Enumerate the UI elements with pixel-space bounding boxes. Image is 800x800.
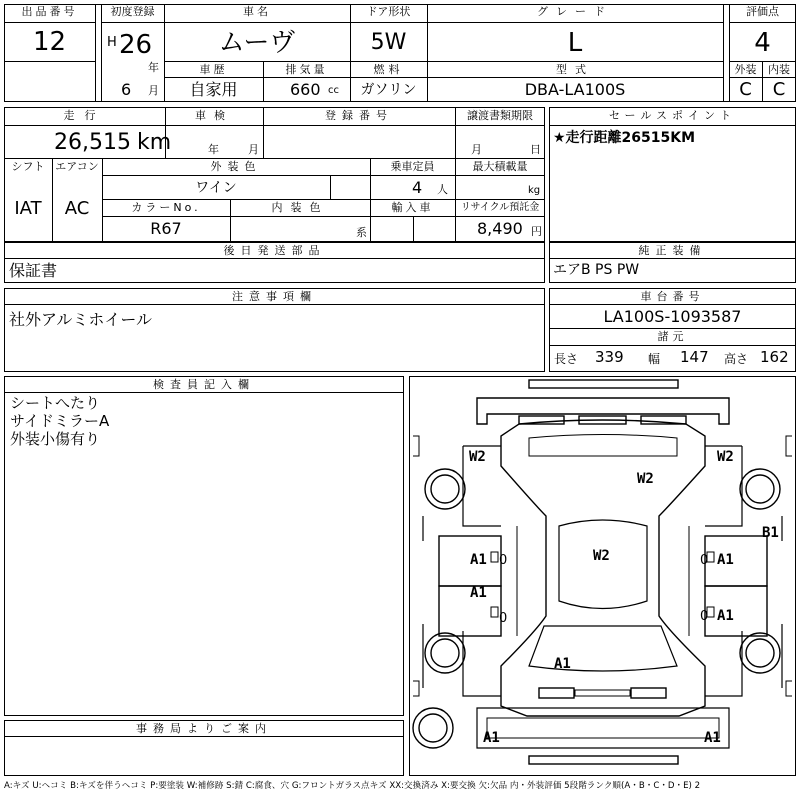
- exterior-label: 外装: [734, 63, 757, 76]
- genuine-value: エアB PS PW: [553, 262, 640, 278]
- recycle-value: 8,490: [477, 219, 523, 238]
- lot-label: 出品番号: [21, 5, 78, 18]
- shift-label: シフト: [11, 160, 45, 173]
- mark-front-door-right: A1: [717, 552, 734, 568]
- transfer-month: 月: [471, 143, 482, 156]
- mark-right-side: B1: [762, 525, 779, 541]
- score-label: 評価点: [746, 5, 779, 18]
- mileage-label: 走行: [63, 109, 106, 122]
- era-letter: H: [107, 35, 117, 50]
- interior-value: C: [772, 79, 786, 100]
- mark-front-door-right-zero: 0: [700, 553, 709, 568]
- fuel-label: 燃料: [373, 63, 404, 76]
- maxload-label: 最大積載量: [472, 160, 528, 173]
- notes-label: 注意事項欄: [232, 290, 317, 303]
- transfer-label: 譲渡書類期限: [467, 109, 533, 122]
- first-reg-label: 初度登録: [110, 5, 155, 18]
- score-value: 4: [754, 28, 771, 58]
- width-label: 幅: [648, 352, 661, 366]
- car-diagram: [409, 376, 796, 776]
- type-label: 型式: [556, 63, 594, 76]
- grade-value: L: [567, 28, 583, 58]
- month-value: 6: [121, 80, 132, 99]
- shift-value: IAT: [14, 198, 42, 219]
- mark-roof: W2: [593, 548, 610, 564]
- intcolor-unit: 系: [356, 226, 367, 239]
- history-value: 自家用: [189, 80, 238, 99]
- mileage-unit: km: [137, 130, 172, 155]
- maxload-unit: kg: [528, 185, 541, 196]
- inspection-label: 車検: [195, 109, 233, 122]
- year-unit: 年: [148, 61, 159, 74]
- recycle-label: リサイクル預託金: [460, 202, 540, 213]
- inspection-year-unit: 年: [208, 143, 219, 156]
- lot-value: 12: [32, 27, 67, 57]
- inspector-label: 検査員記入欄: [153, 378, 255, 391]
- dims-label: 諸元: [657, 330, 688, 343]
- color-label: 外装色: [210, 160, 262, 173]
- mark-rear-door-right: A1: [717, 608, 734, 624]
- ac-value: AC: [64, 198, 90, 219]
- mark-bumper-left: A1: [483, 730, 500, 746]
- color-value: ワイン: [195, 180, 237, 196]
- mark-front-right-fender: W2: [717, 449, 734, 465]
- mark-front-door-left-zero: 0: [499, 553, 508, 568]
- sales-label: セールスポイント: [608, 109, 736, 122]
- fuel-value: ガソリン: [360, 82, 417, 98]
- chassis-label: 車台番号: [640, 290, 705, 303]
- reg-label: 登録番号: [325, 109, 393, 122]
- door-label: ドア形状: [366, 5, 411, 18]
- mark-front-door-left: A1: [470, 552, 487, 568]
- mileage-value: 26,515: [54, 130, 131, 155]
- length-label: 長さ: [554, 352, 579, 366]
- displacement-value: 660: [290, 80, 321, 99]
- transfer-day: 日: [530, 143, 541, 156]
- legend-text: A:キズ U:ヘコミ B:キズを伴うヘコミ P:要塗装 W:補修跡 S:錆 C:腐食、穴 G:フロントガラス点キズ XX:交換済み X:要交換 欠:欠品 内・外装評価 5段階ランク順(A・B・C・D・E) 2: [4, 781, 701, 791]
- exterior-value: C: [739, 79, 752, 100]
- displacement-label: 排気量: [285, 63, 328, 76]
- colorno-label: カラーNo.: [131, 201, 201, 214]
- notes-value: 社外アルミホイール: [9, 310, 153, 329]
- capacity-unit: 人: [437, 183, 448, 196]
- mark-hood: W2: [637, 471, 654, 487]
- genuine-label: 純正装備: [638, 244, 707, 257]
- recycle-unit: 円: [531, 225, 542, 238]
- mark-rear-hatch: A1: [554, 656, 571, 672]
- sales-point-box: [549, 107, 796, 242]
- chassis-value: LA100S-1093587: [603, 307, 742, 326]
- later-parts-label: 後日発送部品: [223, 244, 326, 257]
- mark-rear-door-left-zero: 0: [499, 611, 508, 626]
- intcolor-label: 内装色: [271, 201, 329, 214]
- inspector-line: サイドミラーA: [10, 412, 110, 430]
- inspector-line: シートへたり: [10, 394, 101, 412]
- ac-label: エアコン: [55, 160, 99, 173]
- door-value: 5W: [370, 30, 407, 55]
- length-value: 339: [595, 348, 624, 366]
- height-label: 高さ: [724, 352, 749, 366]
- inspector-line: 外装小傷有り: [10, 430, 101, 448]
- mark-front-left-fender: W2: [469, 449, 486, 465]
- model-label: 車名: [243, 5, 271, 18]
- width-value: 147: [680, 348, 709, 366]
- type-value: DBA-LA100S: [524, 80, 626, 99]
- capacity-label: 乗車定員: [390, 160, 435, 173]
- displacement-unit: cc: [328, 85, 339, 96]
- month-unit: 月: [148, 84, 159, 97]
- year-value: 26: [119, 30, 153, 60]
- grade-label: グレード: [537, 5, 613, 18]
- office-label: 事務局よりご案内: [136, 722, 272, 735]
- mark-rear-door-left: A1: [470, 585, 487, 601]
- import-label: 輸入車: [391, 201, 434, 214]
- interior-label: 内装: [768, 63, 790, 76]
- colorno-value: R67: [150, 219, 182, 238]
- mark-bumper-right: A1: [704, 730, 721, 746]
- mark-rear-door-right-zero: 0: [700, 609, 709, 624]
- model-value: ムーヴ: [218, 28, 296, 58]
- history-label: 車歴: [199, 63, 228, 76]
- later-parts-value: 保証書: [9, 261, 58, 280]
- inspection-month-unit: 月: [248, 143, 259, 156]
- sales-value: ★走行距離26515KM: [553, 130, 696, 146]
- height-value: 162: [760, 348, 789, 366]
- capacity-value: 4: [412, 178, 423, 197]
